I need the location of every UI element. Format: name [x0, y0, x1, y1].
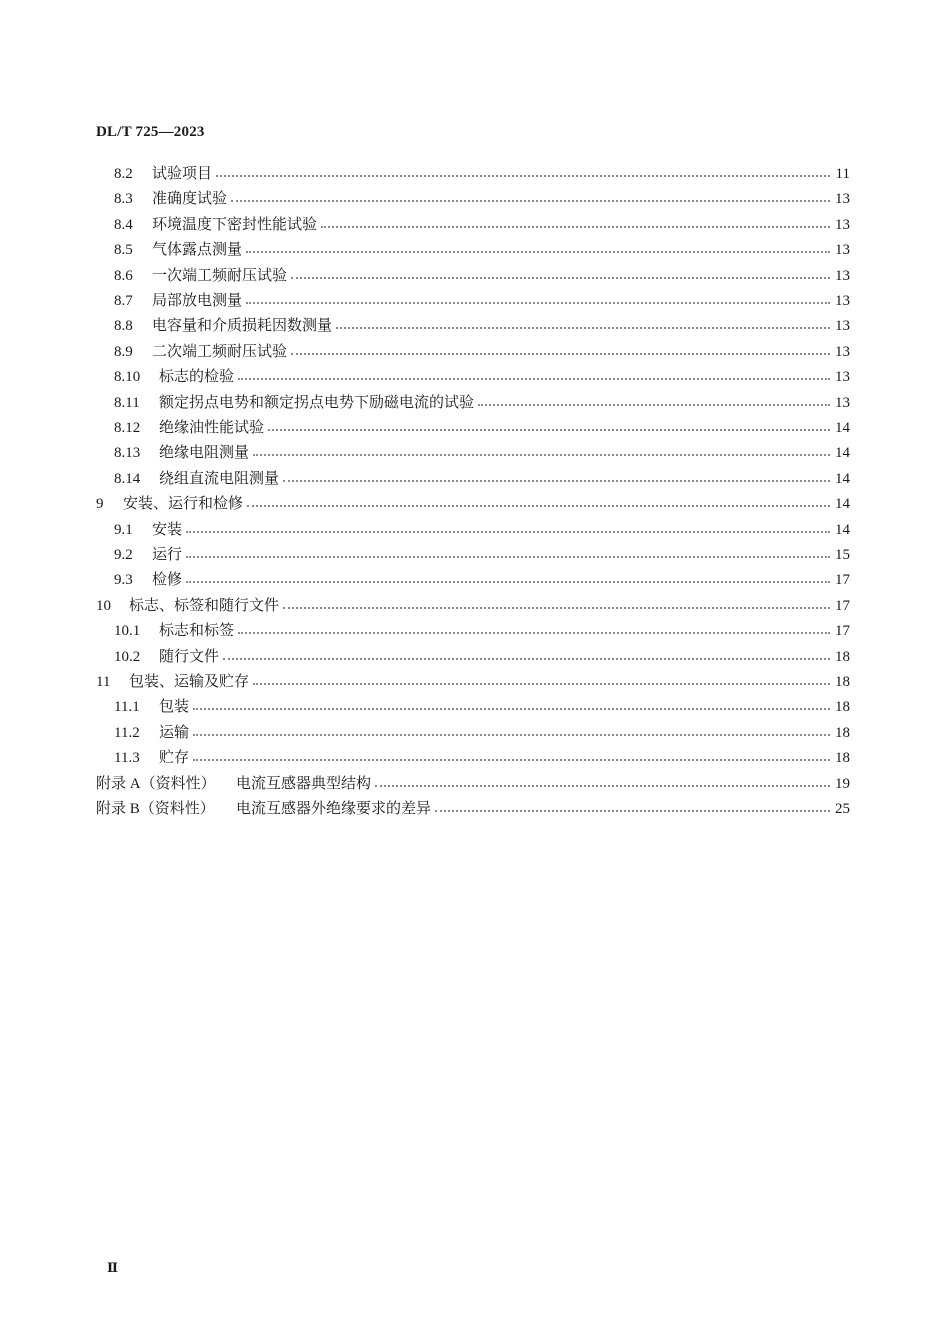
- toc-entry-page: 13: [835, 318, 850, 335]
- toc-entry[interactable]: [114, 187, 850, 209]
- toc-entry-title: 局部放电测量: [152, 291, 243, 309]
- toc-entry-page: 14: [835, 445, 850, 462]
- toc-entry-page: 25: [835, 801, 850, 817]
- toc-entry-page: 13: [835, 242, 850, 259]
- toc-leader-dots: [291, 353, 830, 355]
- toc-entry-page: 17: [835, 597, 850, 614]
- toc-leader-dots: [238, 378, 830, 380]
- toc-entry-number: 8.11: [114, 394, 140, 411]
- toc-leader-dots: [186, 581, 830, 583]
- toc-entry[interactable]: [114, 416, 850, 438]
- toc-entry-title: 环境温度下密封性能试验: [152, 214, 318, 233]
- toc-entry-page: 13: [835, 343, 850, 360]
- toc-entry[interactable]: [114, 568, 850, 590]
- toc-entry-number: 附录 B（资料性）: [96, 801, 215, 817]
- toc-entry-number: 9.3: [114, 572, 133, 589]
- toc-entry-page: 17: [835, 623, 850, 640]
- toc-entry[interactable]: [114, 619, 850, 641]
- toc-entry-title: 检修: [152, 570, 183, 589]
- document-header: DL/T 725—2023: [96, 124, 205, 140]
- toc-entry-page: 13: [835, 293, 850, 309]
- toc-leader-dots: [478, 404, 830, 406]
- toc-entry-number: 8.9: [114, 343, 133, 360]
- toc-entry-title: 电流互感器外绝缘要求的差异: [236, 799, 432, 817]
- toc-entry-page: 13: [835, 191, 850, 208]
- toc-entry-number: 11.3: [114, 750, 140, 767]
- toc-entry-page: 18: [835, 750, 850, 767]
- toc-entry-page: 13: [835, 394, 850, 411]
- toc-entry-number: 附录 A（资料性）: [96, 775, 216, 792]
- toc-entry-title: 一次端工频耐压试验: [152, 265, 288, 284]
- toc-entry-title: 气体露点测量: [152, 240, 243, 259]
- toc-entry-number: 10.2: [114, 648, 141, 665]
- toc-entry-title: 试验项目: [152, 164, 213, 182]
- toc-leader-dots: [216, 175, 830, 177]
- toc-entry[interactable]: [96, 797, 850, 819]
- toc-entry-title: 随行文件: [159, 646, 220, 665]
- toc-entry-page: 14: [835, 496, 850, 513]
- page-number-footer: Ⅱ: [107, 1260, 118, 1275]
- toc-leader-dots: [186, 531, 830, 533]
- toc-leader-dots: [253, 454, 830, 456]
- toc-entry-page: 17: [835, 572, 850, 589]
- toc-entry[interactable]: [114, 695, 850, 717]
- toc-entry-title: 绝缘油性能试验: [159, 418, 265, 436]
- toc-entry-number: 8.6: [114, 267, 133, 284]
- toc-entry-page: 13: [835, 216, 850, 233]
- toc-entry-number: 11: [96, 674, 111, 690]
- toc-entry-number: 8.3: [114, 191, 133, 208]
- toc-entry-number: 9.2: [114, 547, 133, 563]
- toc-entry-title: 绕组直流电阻测量: [159, 468, 280, 487]
- toc-entry-number: 8.8: [114, 318, 133, 335]
- toc-leader-dots: [231, 200, 830, 202]
- toc-entry-page: 18: [835, 674, 850, 690]
- toc-entry[interactable]: [114, 645, 850, 667]
- toc-entry-number: 8.12: [114, 420, 141, 436]
- toc-entry[interactable]: [96, 594, 850, 616]
- toc-entry[interactable]: [96, 492, 850, 514]
- toc-entry[interactable]: [114, 518, 850, 540]
- toc-entry[interactable]: [114, 314, 850, 336]
- toc-entry-title: 运输: [159, 722, 190, 741]
- toc-entry-page: 13: [835, 267, 850, 284]
- toc-entry-title: 额定拐点电势和额定拐点电势下励磁电流的试验: [159, 392, 475, 411]
- toc-leader-dots: [246, 302, 830, 304]
- toc-leader-dots: [291, 277, 830, 279]
- toc-entry[interactable]: [114, 467, 850, 489]
- toc-leader-dots: [186, 556, 830, 558]
- toc-leader-dots: [253, 683, 830, 685]
- toc-entry-number: 8.13: [114, 445, 141, 462]
- toc-entry-number: 9: [96, 496, 104, 513]
- toc-entry-page: 14: [835, 521, 850, 538]
- toc-entry[interactable]: [114, 264, 850, 286]
- toc-entry[interactable]: [114, 746, 850, 768]
- toc-leader-dots: [223, 658, 830, 660]
- toc-entry-number: 8.5: [114, 242, 133, 259]
- toc-entry[interactable]: [114, 289, 850, 311]
- toc-entry[interactable]: [114, 162, 850, 184]
- toc-entry-title: 准确度试验: [152, 189, 228, 208]
- toc-entry-number: 9.1: [114, 521, 133, 538]
- toc-entry-number: 8.10: [114, 369, 141, 386]
- toc-leader-dots: [193, 734, 830, 736]
- toc-leader-dots: [283, 480, 830, 482]
- toc-entry-title: 运行: [152, 545, 183, 563]
- toc-entry-page: 14: [835, 470, 850, 487]
- toc-entry[interactable]: [114, 391, 850, 413]
- toc-entry-number: 11.2: [114, 724, 140, 741]
- toc-entry-number: 10.1: [114, 623, 141, 640]
- toc-entry[interactable]: [114, 213, 850, 235]
- toc-entry-number: 8.14: [114, 470, 141, 487]
- toc-entry[interactable]: [114, 441, 850, 463]
- toc-entry[interactable]: [114, 340, 850, 362]
- toc-leader-dots: [321, 226, 830, 228]
- toc-entry-title: 安装: [152, 519, 183, 538]
- toc-entry-page: 15: [835, 547, 850, 563]
- toc-leader-dots: [238, 632, 830, 634]
- toc-entry-title: 包装: [159, 697, 190, 716]
- toc-leader-dots: [435, 810, 830, 812]
- toc-entry-page: 14: [835, 420, 850, 436]
- toc-entry-number: 8.4: [114, 216, 133, 233]
- toc-entry-number: 8.2: [114, 166, 133, 182]
- toc-entry-title: 绝缘电阻测量: [159, 443, 250, 462]
- toc-entry-title: 标志的检验: [159, 367, 235, 386]
- toc-entry-page: 13: [835, 369, 850, 386]
- toc-leader-dots: [268, 429, 830, 431]
- toc-entry-page: 19: [835, 775, 850, 792]
- toc-entry-title: 二次端工频耐压试验: [152, 341, 288, 360]
- toc-leader-dots: [193, 759, 830, 761]
- toc-leader-dots: [247, 505, 830, 507]
- toc-leader-dots: [193, 708, 830, 710]
- toc-entry[interactable]: [114, 721, 850, 743]
- toc-entry-title: 贮存: [159, 748, 190, 767]
- toc-entry[interactable]: [96, 772, 850, 794]
- toc-entry-title: 安装、运行和检修: [123, 494, 244, 513]
- toc-entry-number: 11.1: [114, 699, 140, 716]
- toc-entry-title: 包装、运输及贮存: [129, 672, 250, 690]
- toc-entry[interactable]: [114, 238, 850, 260]
- toc-leader-dots: [246, 251, 830, 253]
- toc-entry[interactable]: [114, 365, 850, 387]
- toc-entry-page: 18: [835, 699, 850, 716]
- toc-entry-title: 标志和标签: [159, 621, 235, 640]
- toc-entry-page: 11: [835, 166, 850, 182]
- toc-entry[interactable]: [96, 670, 850, 692]
- toc-leader-dots: [336, 327, 830, 329]
- toc-entry-number: 8.7: [114, 293, 133, 309]
- toc-leader-dots: [375, 785, 830, 787]
- toc-leader-dots: [283, 607, 830, 609]
- toc-entry-title: 电流互感器典型结构: [236, 773, 372, 792]
- toc-entry[interactable]: [114, 543, 850, 565]
- toc-entry-number: 10: [96, 597, 111, 614]
- toc-entry-title: 标志、标签和随行文件: [129, 595, 280, 614]
- toc-entry-title: 电容量和介质损耗因数测量: [152, 316, 333, 335]
- toc-entry-page: 18: [835, 724, 850, 741]
- toc-entry-page: 18: [835, 648, 850, 665]
